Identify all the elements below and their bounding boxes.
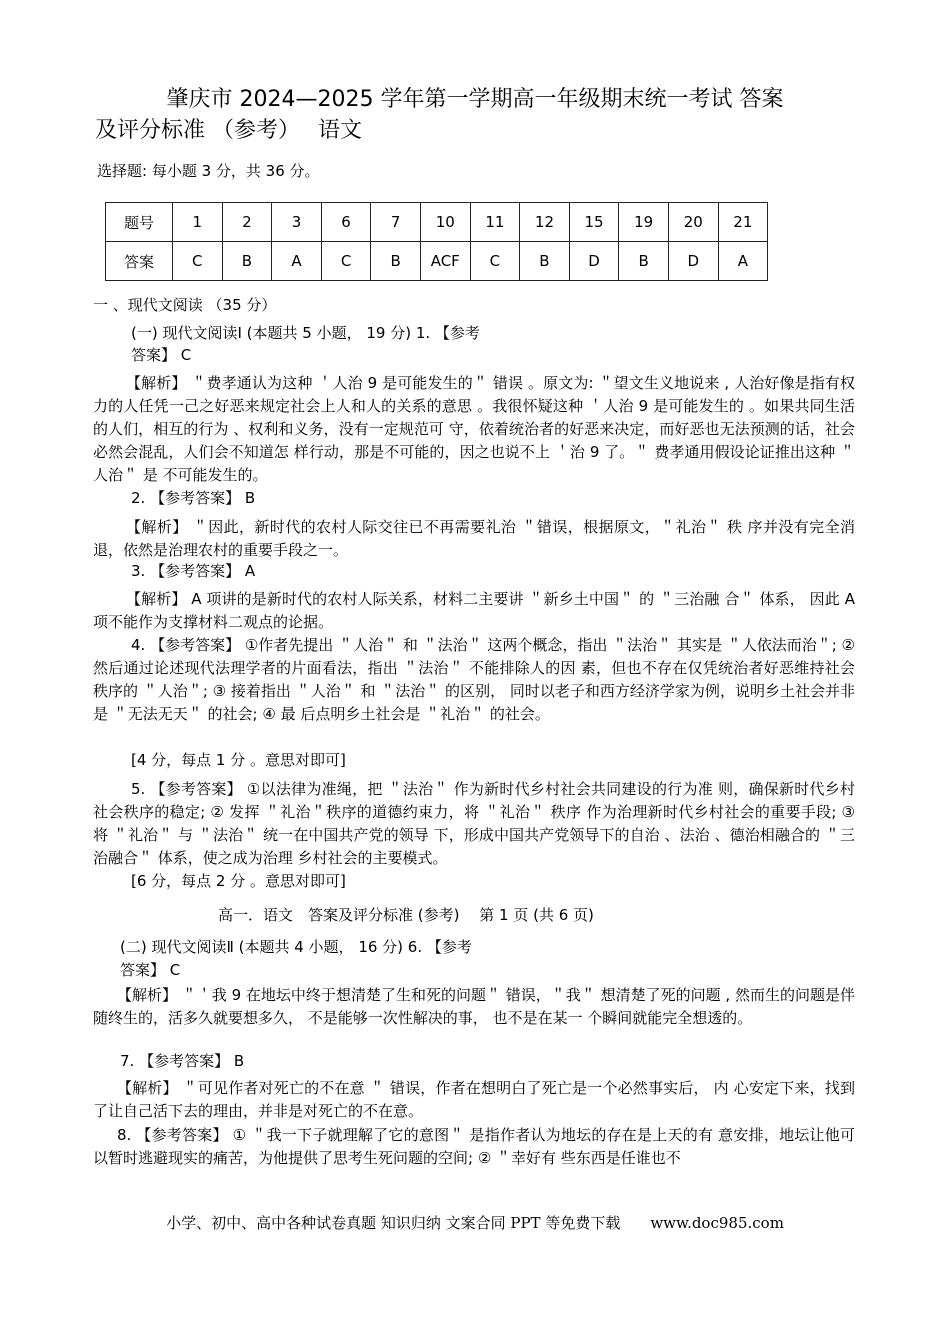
question-number: 21: [718, 203, 768, 242]
answer-line: 答案】 C: [120, 961, 181, 979]
analysis-paragraph: 【解析】 ＂可见作者对死亡的不在意 ＂ 错误，作者在想明白了死亡是一个必然事实后， 内 心安定下来，找到了让自己活下去的理由，并非是对死亡的不在意。: [93, 1079, 855, 1120]
question-number: 10: [420, 203, 470, 242]
question-number: 2: [222, 203, 272, 242]
answer-cell: A: [272, 242, 322, 281]
answer-cell: D: [569, 242, 619, 281]
row-label-answer: 答案: [106, 242, 173, 281]
question-number: 6: [321, 203, 371, 242]
analysis-paragraph: 【解析】 A 项讲的是新时代的农村人际关系，材料二主要讲 ＂新乡土中国＂ 的 ＂三治融 合＂ 体系， 因此 A 项不能作为支撑材料二观点的论据。: [93, 590, 855, 631]
answer-row: [106, 242, 768, 281]
answer-cell: B: [520, 242, 570, 281]
answer-line: 2. 【参考答案】 B: [131, 489, 256, 507]
answer-line: 答案】 C: [131, 346, 192, 364]
answer-table: [105, 202, 768, 281]
document-title-line1: 肇庆市 2024—2025 学年第一学期高一年级期末统一考试 答案: [166, 87, 784, 112]
answer-cell: ACF: [420, 242, 470, 281]
subsection-heading: (二) 现代文阅读Ⅱ (本题共 4 小题， 16 分) 6. 【参考: [120, 938, 472, 956]
score-note: [6 分，每点 2 分 。意思对即可]: [131, 872, 346, 890]
choice-intro: 选择题: 每小题 3 分，共 36 分。: [97, 162, 320, 180]
analysis-paragraph: 【解析】 ＂因此，新时代的农村人际交往已不再需要礼治 ＂错误，根据原文，＂礼治＂ 秩 序并没有完全消退，依然是治理农村的重要手段之一。: [93, 518, 855, 559]
document-title-line2: 及评分标准 （参考） 语文: [95, 118, 362, 143]
question-number: 1: [173, 203, 223, 242]
question-number: 7: [371, 203, 421, 242]
analysis-paragraph: 【解析】 ＂费孝通认为这种 ＇人治 9 是可能发生的＂ 错误 。原文为: ＂望文生义地说来 , 人治好像是指有权力的人任凭一己之好恶来规定社会上人和人的关系的意思 。我很怀疑这种 ＇人治 9 是可能发生的 。如果共同生活的人们，相互的行为 、权利和义务，没有一定规范可 守，依着统治者的好恶来决定，而好恶也无法预测的话，社会必然会混乱，人们会不知道怎 样行动，那是不可能的，因之也说不上 ＇治 9 了。＂ 费孝通用假设论证推出这种 ＂人治＂ 是 不可能发生的。: [93, 374, 855, 484]
answer-cell: D: [668, 242, 718, 281]
question-number: 12: [520, 203, 570, 242]
answer-paragraph: 4. 【参考答案】 ①作者先提出 ＂人治＂ 和 ＂法治＂ 这两个概念，指出 ＂法治＂ 其实是 ＂人依法而治＂; ② 然后通过论述现代法理学者的片面看法，指出 ＂法治＂ 不能排除人的因 素，但也不存在仅凭统治者好恶维持社会秩序的 ＂人治＂; ③ 接着指出 ＂人治＂ 和 ＂法治＂ 的区别， 同时以老子和西方经济学家为例，说明乡土社会并非是 ＂无法无天＂ 的社会; ④ 最 后点明乡土社会是 ＂礼治＂ 的社会。: [93, 636, 855, 723]
answer-cell: B: [222, 242, 272, 281]
subsection-heading: (一) 现代文阅读Ⅰ (本题共 5 小题， 19 分) 1. 【参考: [131, 324, 480, 342]
answer-paragraph: 8. 【参考答案】 ① ＂我一下子就理解了它的意图＂ 是指作者认为地坛的存在是上天的有 意安排，地坛让他可以暂时逃避现实的痛苦，为他提供了思考生死问题的空间; ② ＂幸好有 些东西是任谁也不: [93, 1126, 855, 1167]
answer-cell: B: [371, 242, 421, 281]
question-number-row: [106, 203, 768, 242]
answer-cell: C: [173, 242, 223, 281]
answer-cell: A: [718, 242, 768, 281]
answer-cell: C: [470, 242, 520, 281]
answer-line: 7. 【参考答案】 B: [120, 1052, 245, 1070]
answer-paragraph: 5. 【参考答案】 ①以法律为准绳，把 ＂法治＂ 作为新时代乡村社会共同建设的行为准 则，确保新时代乡村社会秩序的稳定; ② 发挥 ＂礼治＂秩序的道德约束力，将 ＂礼治＂ 秩序 作为治理新时代乡村社会的重要手段; ③ 将 ＂礼治＂ 与 ＂法治＂ 统一在中国共产党的领导 下，形成中国共产党领导下的自治 、法治 、德治相融合的 ＂三治融合＂ 体系，使之成为治理 乡村社会的主要模式。: [93, 780, 855, 867]
question-number: 15: [569, 203, 619, 242]
score-note: [4 分，每点 1 分 。意思对即可]: [131, 751, 346, 769]
analysis-paragraph: 【解析】 ＂＇我 9 在地坛中终于想清楚了生和死的问题＂ 错误，＂我＂ 想清楚了死的问题 , 然而生的问题是伴随终生的，活多久就要想多久， 不是能够一次性解决的事， 也不是在某一 个瞬间就能完全想透的。: [93, 986, 855, 1027]
answer-cell: C: [321, 242, 371, 281]
row-label-question: 题号: [106, 203, 173, 242]
page-footer: 高一．语文 答案及评分标准 (参考) 第 1 页 (共 6 页): [218, 906, 594, 924]
answer-cell: B: [619, 242, 669, 281]
question-number: 19: [619, 203, 669, 242]
question-number: 11: [470, 203, 520, 242]
site-footer: 小学、初中、高中各种试卷真题 知识归纳 文案合同 PPT 等免费下载 www.doc985.com: [166, 1214, 784, 1232]
question-number: 3: [272, 203, 322, 242]
answer-line: 3. 【参考答案】 A: [131, 562, 256, 580]
section-heading: 一 、现代文阅读 （35 分）: [93, 296, 277, 314]
question-number: 20: [668, 203, 718, 242]
